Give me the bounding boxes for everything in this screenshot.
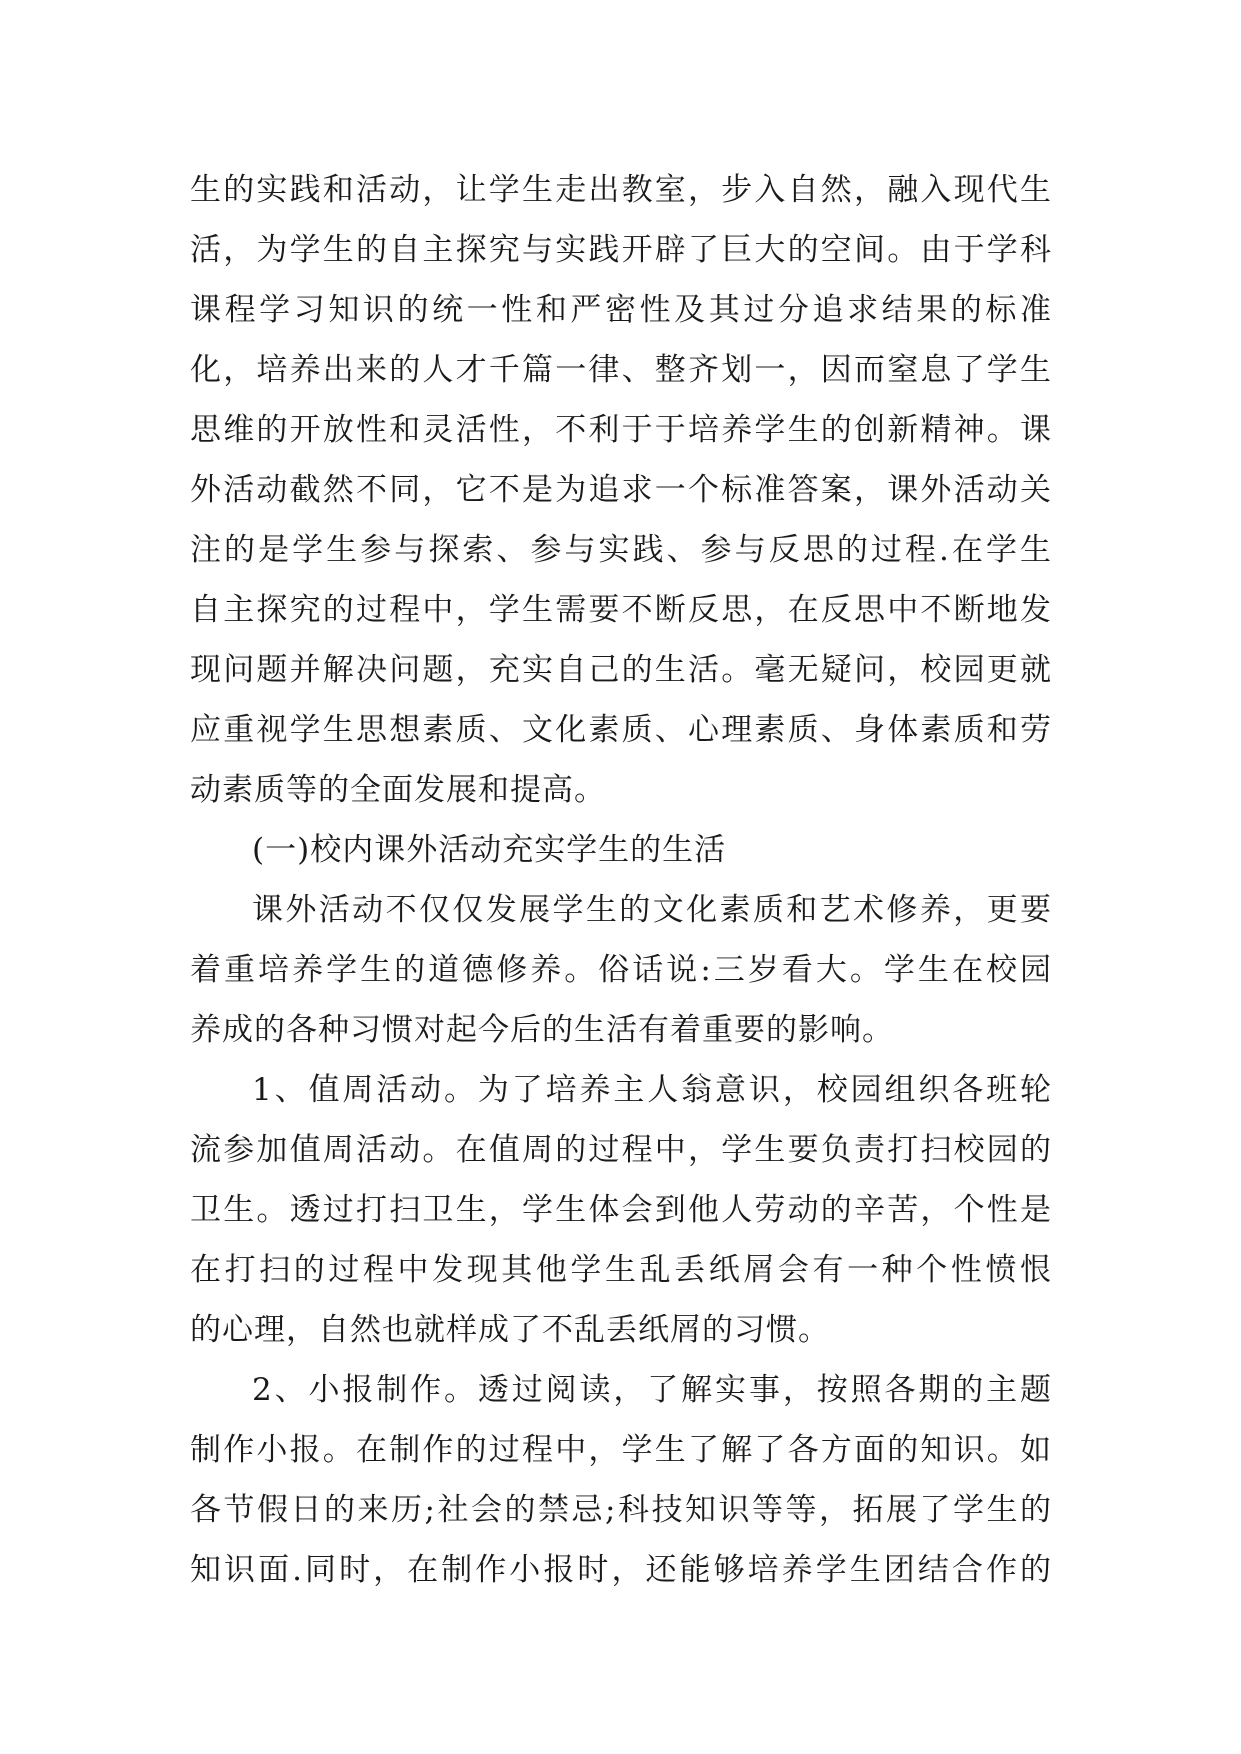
text-line: 注的是学生参与探索、参与实践、参与反思的过程.在学生	[190, 532, 1052, 568]
text-line: 的心理，自然也就样成了不乱丢纸屑的习惯。	[190, 1312, 830, 1348]
text-line: 着重培养学生的道德修养。俗话说:三岁看大。学生在校园	[190, 952, 1052, 988]
text-line: 课程学习知识的统一性和严密性及其过分追求结果的标准	[190, 292, 1052, 328]
text-line: 流参加值周活动。在值周的过程中，学生要负责打扫校园的	[190, 1132, 1052, 1168]
text-line: 各节假日的来历;社会的禁忌;科技知识等等，拓展了学生的	[190, 1492, 1052, 1528]
text-line: 思维的开放性和灵活性，不利于于培养学生的创新精神。课	[190, 412, 1052, 448]
text-line: 2、小报制作。透过阅读，了解实事，按照各期的主题	[252, 1372, 1052, 1408]
text-line: 化，培养出来的人才千篇一律、整齐划一，因而窒息了学生	[190, 352, 1052, 388]
text-line: 应重视学生思想素质、文化素质、心理素质、身体素质和劳	[190, 712, 1052, 748]
text-line: 课外活动不仅仅发展学生的文化素质和艺术修养，更要	[252, 892, 1052, 928]
text-line: 在打扫的过程中发现其他学生乱丢纸屑会有一种个性愤恨	[190, 1252, 1052, 1288]
text-line: 制作小报。在制作的过程中，学生了解了各方面的知识。如	[190, 1432, 1052, 1468]
text-line: 现问题并解决问题，充实自己的生活。毫无疑问，校园更就	[190, 652, 1052, 688]
text-line: 1、值周活动。为了培养主人翁意识，校园组织各班轮	[252, 1072, 1052, 1108]
section-heading: (一)校内课外活动充实学生的生活	[252, 832, 727, 868]
text-line: 生的实践和活动，让学生走出教室，步入自然，融入现代生	[190, 172, 1052, 208]
text-line: 卫生。透过打扫卫生，学生体会到他人劳动的辛苦，个性是	[190, 1192, 1052, 1228]
text-line: 养成的各种习惯对起今后的生活有着重要的影响。	[190, 1012, 894, 1048]
text-line: 知识面.同时，在制作小报时，还能够培养学生团结合作的	[190, 1552, 1052, 1588]
text-line: 自主探究的过程中，学生需要不断反思，在反思中不断地发	[190, 592, 1052, 628]
text-line: 活，为学生的自主探究与实践开辟了巨大的空间。由于学科	[190, 232, 1052, 268]
text-line: 动素质等的全面发展和提高。	[190, 772, 606, 808]
body-text	[190, 160, 1052, 1600]
text-line: 外活动截然不同，它不是为追求一个标准答案，课外活动关	[190, 472, 1052, 508]
